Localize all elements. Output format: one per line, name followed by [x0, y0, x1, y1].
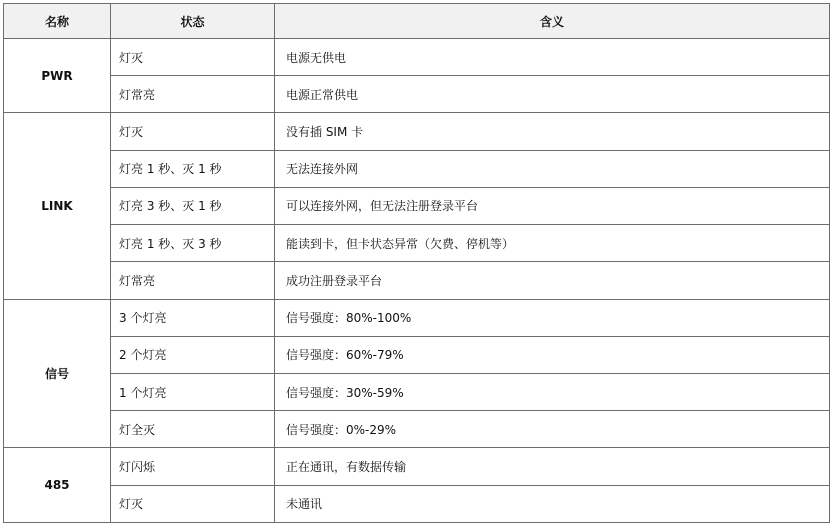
table-row — [4, 113, 830, 150]
table-header — [4, 4, 830, 39]
table-row — [4, 336, 830, 373]
table-row — [4, 411, 830, 448]
group-name-link: LINK — [4, 113, 111, 299]
table-row — [4, 39, 830, 76]
group-name-485: 485 — [4, 448, 111, 523]
table-row — [4, 225, 830, 262]
meaning-cell: 能读到卡，但卡状态异常（欠费、停机等） — [275, 225, 830, 262]
state-cell: 灯亮 1 秒、灭 3 秒 — [111, 225, 275, 262]
meaning-cell: 无法连接外网 — [275, 150, 830, 187]
header-state: 状态 — [111, 4, 275, 39]
state-cell: 灯灭 — [111, 485, 275, 522]
table-row — [4, 373, 830, 410]
meaning-cell: 信号强度：0%-29% — [275, 411, 830, 448]
state-cell: 1 个灯亮 — [111, 373, 275, 410]
header-row — [4, 4, 830, 39]
state-cell: 2 个灯亮 — [111, 336, 275, 373]
table-row — [4, 150, 830, 187]
meaning-cell: 电源无供电 — [275, 39, 830, 76]
state-cell: 灯亮 3 秒、灭 1 秒 — [111, 187, 275, 224]
group-name-pwr: PWR — [4, 39, 111, 113]
meaning-cell: 可以连接外网，但无法注册登录平台 — [275, 187, 830, 224]
table-row — [4, 187, 830, 224]
group-name-signal: 信号 — [4, 299, 111, 448]
state-cell: 灯常亮 — [111, 262, 275, 299]
meaning-cell: 信号强度：30%-59% — [275, 373, 830, 410]
table-row — [4, 299, 830, 336]
state-cell: 灯灭 — [111, 39, 275, 76]
meaning-cell: 信号强度：60%-79% — [275, 336, 830, 373]
state-cell: 灯闪烁 — [111, 448, 275, 485]
meaning-cell: 电源正常供电 — [275, 76, 830, 113]
meaning-cell: 正在通讯，有数据传输 — [275, 448, 830, 485]
header-meaning: 含义 — [275, 4, 830, 39]
state-cell: 灯亮 1 秒、灭 1 秒 — [111, 150, 275, 187]
indicator-status-table — [3, 3, 830, 523]
table-row — [4, 262, 830, 299]
table-body — [4, 39, 830, 523]
table-row — [4, 76, 830, 113]
meaning-cell: 信号强度：80%-100% — [275, 299, 830, 336]
table-row — [4, 448, 830, 485]
meaning-cell: 成功注册登录平台 — [275, 262, 830, 299]
state-cell: 灯全灭 — [111, 411, 275, 448]
state-cell: 灯灭 — [111, 113, 275, 150]
state-cell: 灯常亮 — [111, 76, 275, 113]
meaning-cell: 没有插 SIM 卡 — [275, 113, 830, 150]
meaning-cell: 未通讯 — [275, 485, 830, 522]
indicator-status-table-wrap — [3, 3, 829, 523]
table-row — [4, 485, 830, 522]
header-name: 名称 — [4, 4, 111, 39]
state-cell: 3 个灯亮 — [111, 299, 275, 336]
